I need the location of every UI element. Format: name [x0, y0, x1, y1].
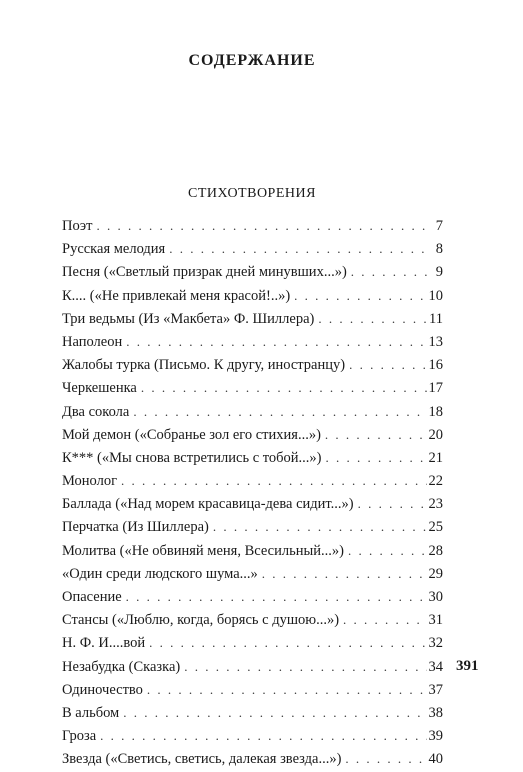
toc-entry-title: Русская мелодия [62, 241, 166, 258]
page-title: СОДЕРЖАНИЕ [188, 52, 316, 69]
dot-leader [169, 237, 427, 260]
dot-leader [213, 515, 427, 538]
toc-entry-title: Гроза [62, 728, 97, 745]
toc-entry [62, 492, 443, 515]
toc-entry-title: Стансы («Люблю, когда, борясь с душою...») [62, 612, 340, 629]
toc-entry-page: 38 [428, 704, 443, 721]
dot-leader [262, 562, 427, 585]
toc-entry-title: Опасение [62, 589, 122, 605]
dot-leader [126, 330, 426, 353]
toc-entry [62, 214, 443, 237]
toc-entry-title: «Один среди людского шума...» [62, 565, 258, 582]
dot-leader [100, 724, 426, 747]
toc-entry [62, 631, 443, 654]
toc-entry-page: 40 [428, 751, 443, 768]
toc-entry-page: 16 [428, 357, 443, 374]
dot-leader [358, 492, 427, 515]
toc-entry [62, 353, 443, 376]
toc-entry [62, 585, 443, 608]
toc-entry [62, 423, 443, 446]
dot-leader [343, 608, 426, 631]
toc-entry [62, 747, 443, 770]
toc-entry-title: Монолог [62, 473, 118, 490]
toc-entry [62, 655, 443, 678]
toc-entry [62, 237, 443, 260]
toc-entry [62, 701, 443, 724]
toc-entry-page: 8 [435, 241, 443, 258]
toc-entry [62, 469, 443, 492]
toc-entry [62, 515, 443, 538]
dot-leader [123, 701, 426, 724]
toc-entry [62, 284, 443, 307]
toc-entry-title: К*** («Мы снова встретились с тобой...») [62, 449, 322, 466]
dot-leader [294, 284, 426, 307]
dot-leader [348, 539, 427, 562]
toc-entry-title: Поэт [62, 218, 93, 234]
dot-leader [345, 747, 426, 770]
toc-entry-page: 22 [428, 473, 443, 490]
page-number: 391 [456, 658, 479, 674]
toc-entry-page: 13 [428, 333, 443, 350]
toc-entry-page: 37 [428, 681, 443, 698]
toc-entry-title: Жалобы турка (Письмо. К другу, иностранцу) [62, 357, 346, 374]
toc-entry-title: Звезда («Светись, светись, далекая звезда...») [62, 751, 342, 768]
toc-entry [62, 330, 443, 353]
toc-entry-page: 39 [428, 728, 443, 745]
toc-entry [62, 260, 443, 283]
toc-entry-page: 9 [435, 264, 443, 281]
toc-entry [62, 562, 443, 585]
toc-entry-page: 30 [428, 589, 443, 605]
toc-entry [62, 539, 443, 562]
dot-leader [126, 585, 427, 608]
toc-entry-title: Молитва («Не обвиняй меня, Всесильный...») [62, 542, 344, 559]
toc-entry-page: 20 [428, 426, 443, 443]
dot-leader [133, 400, 426, 423]
toc-entry-title: Три ведьмы (Из «Макбета» Ф. Шиллера) [62, 310, 315, 327]
toc-entry [62, 678, 443, 701]
toc-entry-page: 21 [428, 449, 443, 466]
toc-entry-title: Перчатка (Из Шиллера) [62, 519, 209, 536]
toc-entry [62, 608, 443, 631]
toc-entry-title: Н. Ф. И....вой [62, 635, 146, 652]
toc-entry-title: Два сокола [62, 403, 130, 420]
toc-entry-title: Мой демон («Собранье зол его стихия...») [62, 426, 321, 443]
toc-entry-page: 23 [428, 496, 443, 513]
dot-leader [96, 214, 427, 237]
toc-entry-page: 34 [428, 658, 443, 675]
toc-entry-title: К.... («Не привлекай меня красой!..») [62, 287, 291, 304]
dot-leader [121, 469, 426, 492]
toc-entry-page: 17 [428, 380, 443, 397]
toc-entry [62, 307, 443, 330]
dot-leader [149, 631, 426, 654]
toc-entry-page: 11 [429, 310, 443, 327]
toc-entry [62, 400, 443, 423]
dot-leader [147, 678, 427, 701]
dot-leader [326, 446, 427, 469]
toc-entry-page: 18 [428, 403, 443, 420]
toc-entry-title: Одиночество [62, 681, 143, 698]
dot-leader [325, 423, 427, 446]
toc-entry-page: 32 [428, 635, 443, 652]
dot-leader [351, 260, 427, 283]
table-of-contents [62, 214, 443, 771]
toc-entry [62, 446, 443, 469]
dot-leader [141, 376, 427, 399]
toc-entry-title: Баллада («Над морем красавица-дева сидит...») [62, 496, 354, 513]
toc-entry [62, 376, 443, 399]
toc-entry-title: Черкешенка [62, 380, 137, 397]
toc-entry-page: 31 [428, 612, 443, 629]
toc-entry-page: 7 [435, 218, 443, 234]
toc-entry-title: Наполеон [62, 333, 123, 350]
toc-entry-page: 25 [428, 519, 443, 536]
dot-leader [318, 307, 427, 330]
section-title: СТИХОТВОРЕНИЯ [188, 186, 316, 201]
toc-entry-title: Незабудка (Сказка) [62, 658, 181, 675]
toc-entry-page: 28 [428, 542, 443, 559]
dot-leader [184, 655, 426, 678]
dot-leader [349, 353, 426, 376]
toc-entry-page: 10 [428, 287, 443, 304]
toc-entry-title: В альбом [62, 704, 120, 721]
toc-entry-page: 29 [428, 565, 443, 582]
toc-entry [62, 724, 443, 747]
toc-entry-title: Песня («Светлый призрак дней минувших...») [62, 264, 347, 281]
